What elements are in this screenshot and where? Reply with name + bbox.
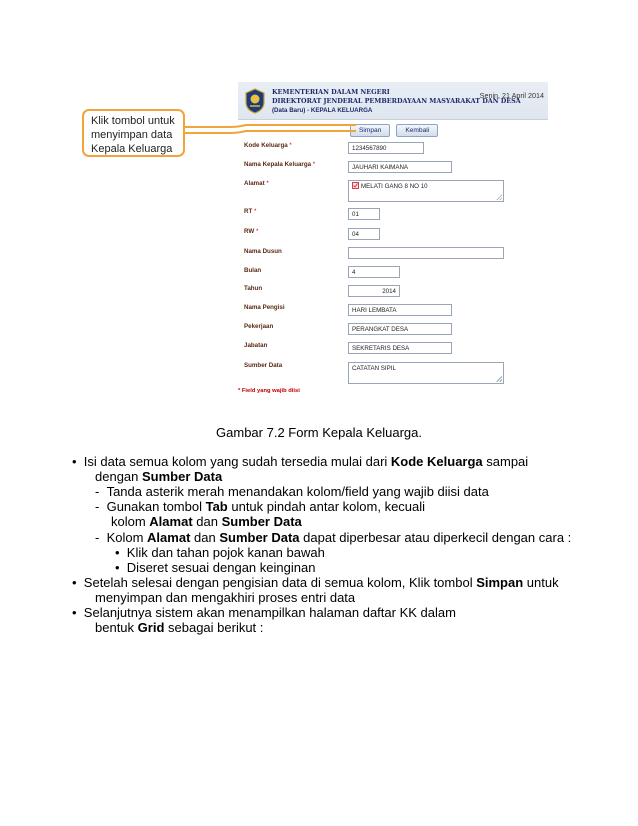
save-button[interactable]: Simpan <box>350 124 390 137</box>
label-bulan: Bulan <box>244 267 262 274</box>
alamat-textarea[interactable] <box>348 180 504 202</box>
resize-grip-icon[interactable] <box>496 376 502 382</box>
bullet-1-cont: dengan Sumber Data <box>95 469 223 484</box>
label-nama-kepala-keluarga: Nama Kepala Keluarga * <box>244 161 316 168</box>
sub-item-3: - Kolom Alamat dan Sumber Data dapat diperbesar atau diperkecil dengan cara : <box>95 530 572 545</box>
resize-grip-icon[interactable] <box>496 194 502 200</box>
ministry-emblem-icon <box>244 88 266 114</box>
bullet-3-cont: bentuk Grid sebagai berikut : <box>95 620 264 635</box>
nama-dusun-input[interactable] <box>348 247 504 259</box>
sumber-data-value: CATATAN SIPIL <box>352 365 396 372</box>
label-sumber-data: Sumber Data <box>244 362 283 369</box>
bullet-2-cont: menyimpan dan mengakhiri proses entri data <box>95 590 356 605</box>
callout-line: Klik tombol untuk <box>91 115 175 127</box>
label-jabatan: Jabatan <box>244 342 268 349</box>
sub-item-2: - Gunakan tombol Tab untuk pindah antar kolom, kecuali <box>95 499 426 514</box>
callout-line: menyimpan data <box>91 129 173 141</box>
callout-line: Kepala Keluarga <box>91 143 173 155</box>
nama-kepala-keluarga-input[interactable]: JAUHARI KAIMANA <box>348 161 452 173</box>
label-pekerjaan: Pekerjaan <box>244 323 274 330</box>
back-button[interactable]: Kembali <box>396 124 438 137</box>
app-header <box>238 82 548 120</box>
label-rw: RW * <box>244 228 259 235</box>
form-screenshot <box>238 82 548 400</box>
label-kode-keluarga: Kode Keluarga * <box>244 142 292 149</box>
bullet-2: • Setelah selesai dengan pengisian data di semua kolom, Klik tombol Simpan untuk <box>72 575 559 590</box>
header-line-ministry: KEMENTERIAN DALAM NEGERI <box>272 88 390 96</box>
kode-keluarga-input[interactable]: 1234567890 <box>348 142 424 154</box>
callout-box <box>82 109 185 157</box>
required-note: * Field yang wajib diisi <box>238 388 300 394</box>
sub-sub-item-1: • Klik dan tahan pojok kanan bawah <box>115 545 325 560</box>
label-tahun: Tahun <box>244 285 263 292</box>
nama-pengisi-input[interactable]: HARI LEMBATA <box>348 304 452 316</box>
header-line-directorate: DIREKTORAT JENDERAL PEMBERDAYAAN MASYARAKAT DAN DESA <box>272 97 521 105</box>
sub-sub-item-2: • Diseret sesuai dengan keinginan <box>115 560 316 575</box>
label-rt: RT * <box>244 208 257 215</box>
rw-input[interactable]: 04 <box>348 228 380 240</box>
figure-caption: Gambar 7.2 Form Kepala Keluarga. <box>216 425 422 440</box>
form-toolbar <box>350 124 438 138</box>
jabatan-input[interactable]: SEKRETARIS DESA <box>348 342 452 354</box>
tahun-input[interactable]: 2014 <box>348 285 400 297</box>
label-alamat: Alamat * <box>244 180 269 187</box>
bulan-input[interactable]: 4 <box>348 266 400 278</box>
pekerjaan-input[interactable]: PERANGKAT DESA <box>348 323 452 335</box>
sub-item-1: - Tanda asterik merah menandakan kolom/field yang wajib diisi data <box>95 484 489 499</box>
sub-item-2-cont: kolom Alamat dan Sumber Data <box>111 514 302 529</box>
alamat-value: MELATI GANG 8 NO 10 <box>361 183 428 190</box>
spellcheck-icon <box>352 182 359 189</box>
label-nama-pengisi: Nama Pengisi <box>244 304 285 311</box>
label-nama-dusun: Nama Dusun <box>244 248 282 255</box>
rt-input[interactable]: 01 <box>348 208 380 220</box>
sumber-data-textarea[interactable] <box>348 362 504 384</box>
bullet-3: • Selanjutnya sistem akan menampilkan halaman daftar KK dalam <box>72 605 456 620</box>
header-date: Senin, 21 April 2014 <box>479 91 544 100</box>
bullet-1: • Isi data semua kolom yang sudah tersedia mulai dari Kode Keluarga sampai <box>72 454 529 469</box>
header-line-form: (Data Baru) - KEPALA KELUARGA <box>272 107 373 114</box>
